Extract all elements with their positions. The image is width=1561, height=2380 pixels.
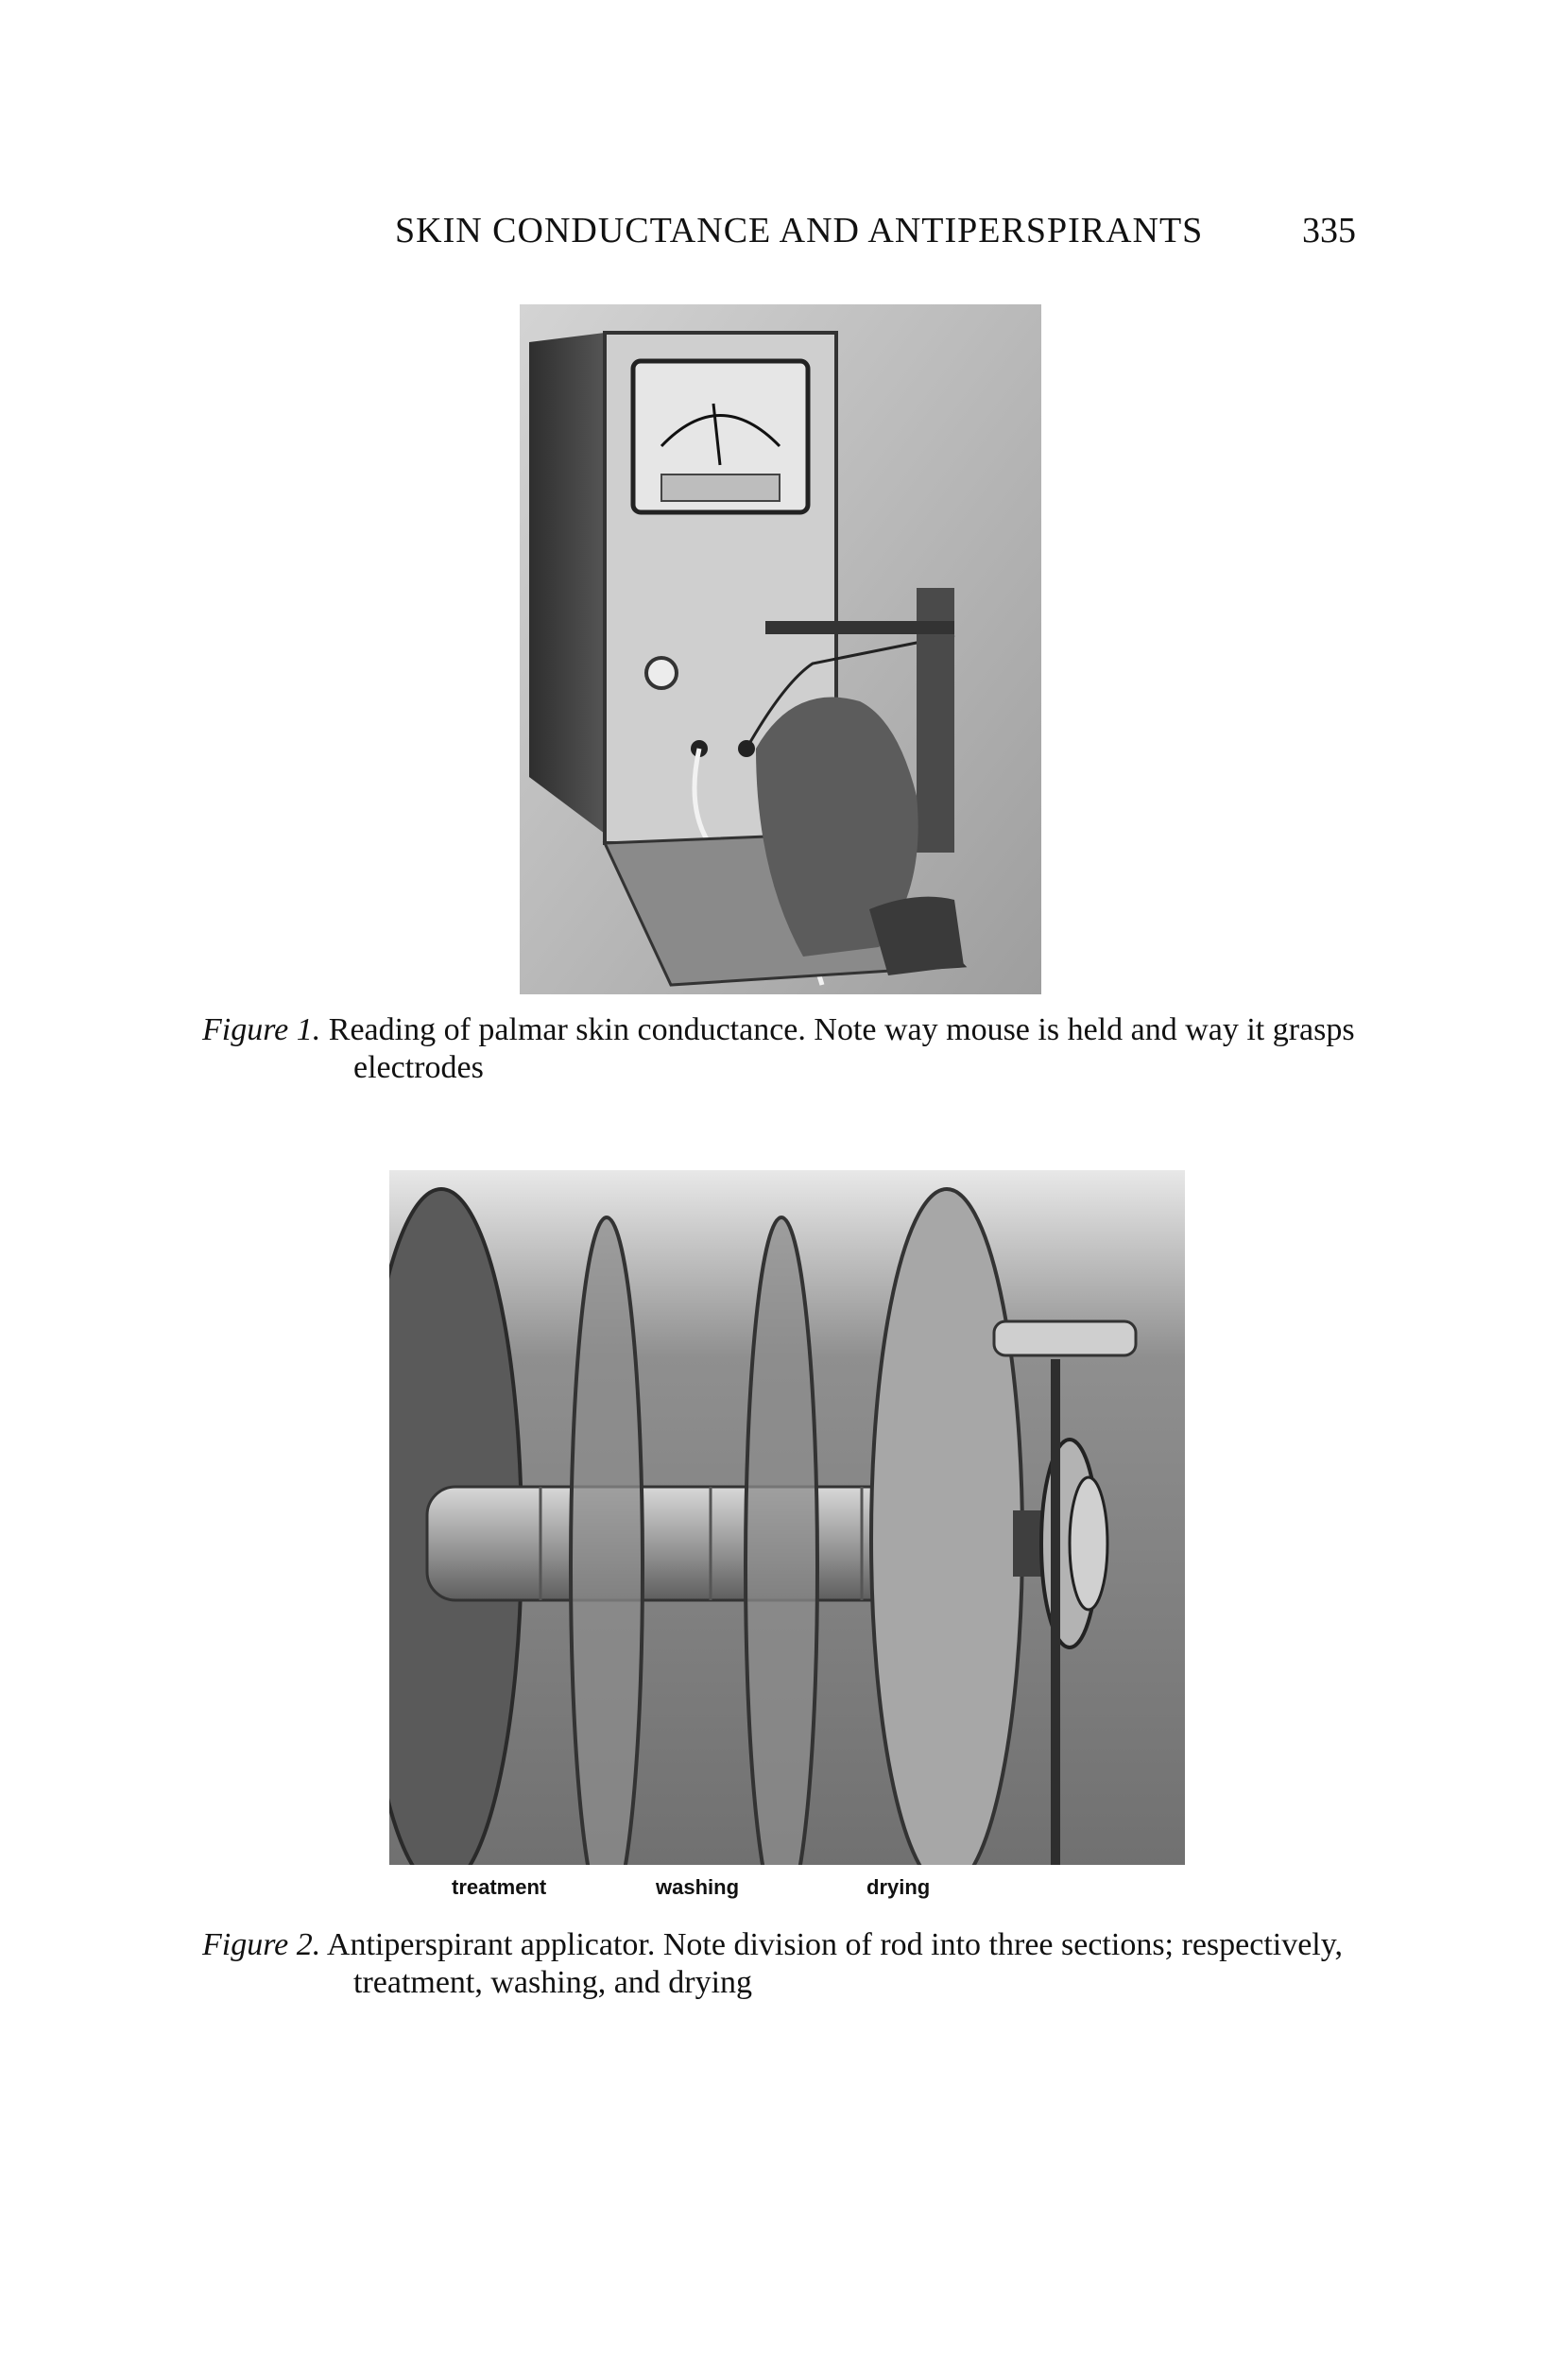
figure-2-photo <box>389 1170 1185 1922</box>
figure-2-caption <box>202 1926 1374 2002</box>
figure-1-label: Figure 1. <box>202 1012 321 1047</box>
antiperspirant-applicator-illustration <box>389 1170 1185 1922</box>
figure-1-caption-line1: Reading of palmar skin conductance. Note way mouse is held and way it grasps <box>328 1012 1355 1047</box>
figure-1-caption-line2: electrodes <box>353 1050 484 1085</box>
inset-label-drying: drying <box>866 1875 931 1899</box>
figure-1-caption <box>202 1011 1374 1087</box>
figure-2-caption-line1: Antiperspirant applicator. Note division of rod into three sections; respectively, <box>326 1927 1344 1962</box>
inset-label-treatment: treatment <box>452 1875 547 1899</box>
figure-1-photo <box>520 304 1041 994</box>
running-head: SKIN CONDUCTANCE AND ANTIPERSPIRANTS <box>395 211 1204 250</box>
figure-2-label: Figure 2. <box>202 1927 321 1962</box>
figure-2-caption-line2: treatment, washing, and drying <box>353 1965 753 2000</box>
page-number: 335 <box>1302 211 1356 250</box>
inset-label-washing: washing <box>656 1875 740 1899</box>
conductance-apparatus-illustration <box>520 304 1041 994</box>
